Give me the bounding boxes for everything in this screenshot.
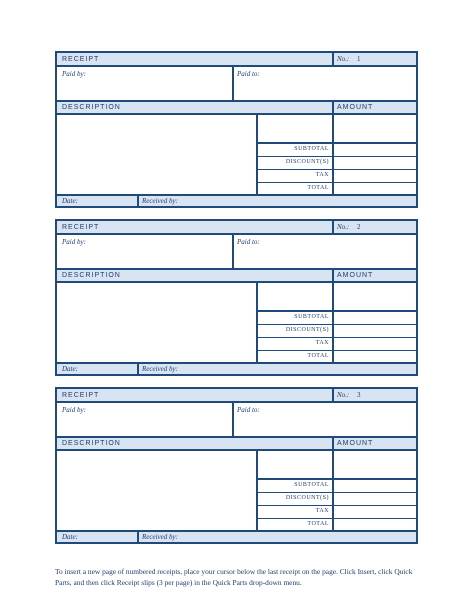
subtotal-label: SUBTOTAL	[294, 146, 329, 152]
date-label: Date:	[62, 197, 78, 205]
instruction-note: To insert a new page of numbered receipts, place your cursor below the last receipt on the page. Click Insert, click Quick Parts, and then click Receipt slips (3 per page) in the Quick Parts drop-down menu.	[55, 567, 413, 587]
footer-row	[57, 364, 416, 374]
receipt-slip-3	[55, 387, 418, 544]
receipt-header-row	[57, 389, 416, 401]
receipt-slip-1	[55, 51, 418, 208]
paid-to-label: Paid to:	[237, 70, 260, 78]
date-label: Date:	[62, 365, 78, 373]
tax-label: TAX	[315, 508, 329, 514]
receipt-number-label: No.:	[337, 55, 350, 63]
received-by-label: Received by:	[142, 197, 178, 205]
receipt-title: RECEIPT	[62, 56, 100, 63]
total-label: TOTAL	[307, 185, 329, 191]
date-label: Date:	[62, 533, 78, 541]
receipt-number-label: No.:	[337, 223, 350, 231]
paid-by-label: Paid by:	[62, 70, 86, 78]
paid-by-label: Paid by:	[62, 406, 86, 414]
receipt-header-row	[57, 221, 416, 233]
receipt-number-value: 2	[357, 223, 362, 231]
receipt-number-value: 1	[357, 55, 362, 63]
receipt-number-label: No.:	[337, 391, 350, 399]
tax-label: TAX	[315, 340, 329, 346]
description-label: DESCRIPTION	[62, 272, 121, 279]
receipt-slip-2	[55, 219, 418, 376]
tax-label: TAX	[315, 172, 329, 178]
paid-by-label: Paid by:	[62, 238, 86, 246]
total-label: TOTAL	[307, 521, 329, 527]
amount-label: AMOUNT	[337, 104, 374, 111]
received-by-label: Received by:	[142, 533, 178, 541]
subtotal-label: SUBTOTAL	[294, 314, 329, 320]
total-label: TOTAL	[307, 353, 329, 359]
footer-row	[57, 532, 416, 542]
received-by-label: Received by:	[142, 365, 178, 373]
paid-to-label: Paid to:	[237, 238, 260, 246]
paid-to-label: Paid to:	[237, 406, 260, 414]
description-label: DESCRIPTION	[62, 440, 121, 447]
receipt-title: RECEIPT	[62, 224, 100, 231]
discount-label: DISCOUNT(S)	[285, 495, 329, 501]
receipt-title: RECEIPT	[62, 392, 100, 399]
discount-label: DISCOUNT(S)	[285, 327, 329, 333]
amount-label: AMOUNT	[337, 440, 374, 447]
receipt-number-value: 3	[357, 391, 362, 399]
receipt-header-row	[57, 53, 416, 65]
discount-label: DISCOUNT(S)	[285, 159, 329, 165]
footer-row	[57, 196, 416, 206]
subtotal-label: SUBTOTAL	[294, 482, 329, 488]
amount-label: AMOUNT	[337, 272, 374, 279]
description-label: DESCRIPTION	[62, 104, 121, 111]
